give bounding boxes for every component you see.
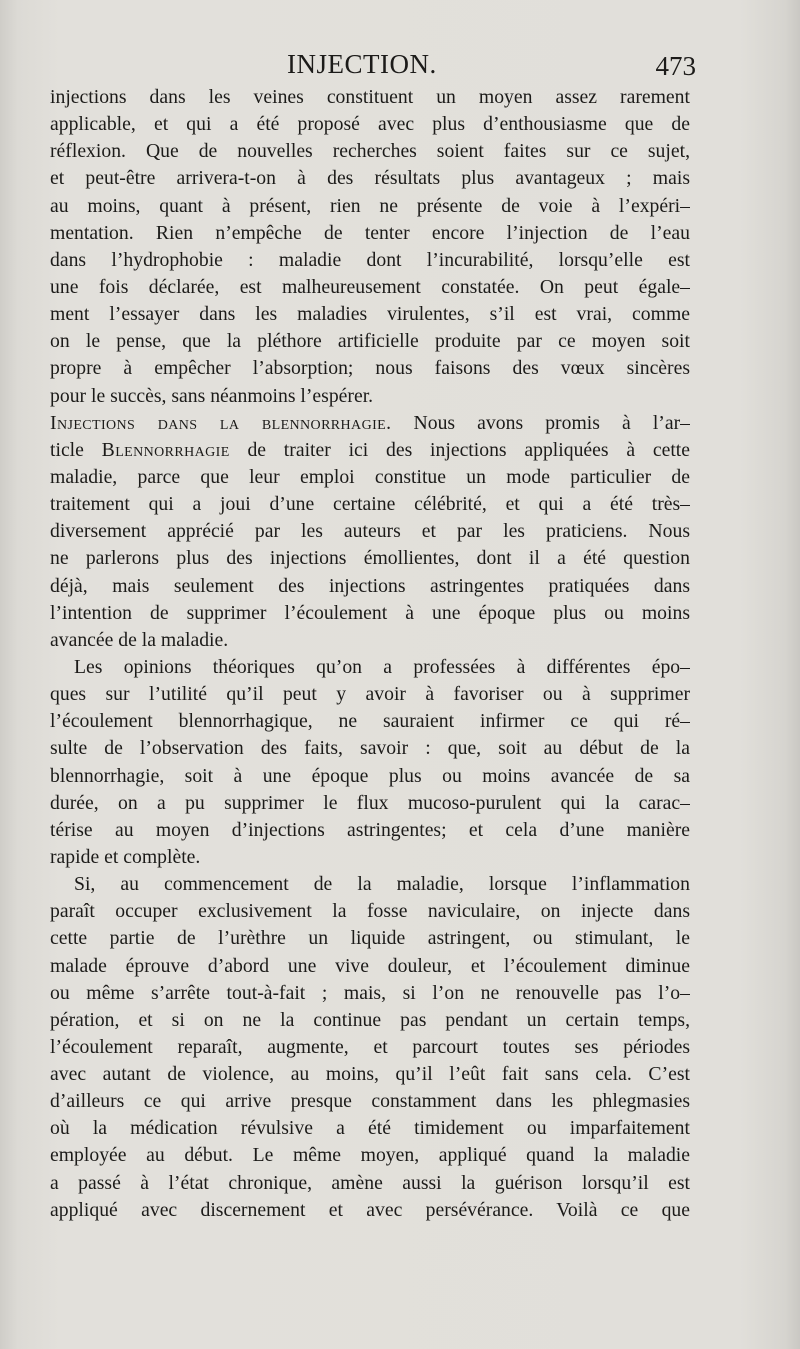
text-segment: au moins, quant à présent, rien ne présente de voie à l’expéri– xyxy=(50,194,690,217)
text-segment: ou même s’arrête tout-à-fait ; mais, si l’on ne renouvelle pas l’o– xyxy=(50,981,690,1004)
text-line xyxy=(50,790,690,817)
text-segment: employée au début. Le même moyen, appliqué quand la maladie xyxy=(50,1144,690,1167)
text-segment: blennorrhagie, soit à une époque plus ou moins avancée de sa xyxy=(50,764,690,787)
text-segment: et peut-être arrivera-t-on à des résultats plus avantageux ; mais xyxy=(50,167,690,190)
text-line xyxy=(50,1061,690,1088)
text-segment: ques sur l’utilité qu’il peut y avoir à favoriser ou à supprimer xyxy=(50,683,690,706)
text-segment: cette partie de l’urèthre un liquide astringent, ou stimulant, le xyxy=(50,927,690,950)
text-segment: ment l’essayer dans les maladies virulentes, s’il est vrai, comme xyxy=(50,303,690,326)
text-segment: malade éprouve d’abord une vive douleur, et l’écoulement diminue xyxy=(50,954,690,977)
text-line xyxy=(50,1088,690,1115)
text-segment: rapide et complète. xyxy=(50,845,201,868)
text-line xyxy=(50,84,690,111)
text-line xyxy=(50,328,690,355)
text-line xyxy=(50,844,690,871)
text-segment: durée, on a pu supprimer le flux mucoso-purulent qui la carac– xyxy=(50,791,690,814)
text-line xyxy=(50,573,690,600)
text-segment: pour le succès, sans néanmoins l’espérer. xyxy=(50,384,374,407)
text-segment: mentation. Rien n’empêche de tenter encore l’injection de l’eau xyxy=(50,221,690,244)
text-segment: propre à empêcher l’absorption; nous faisons des vœux sincères xyxy=(50,357,690,380)
text-line xyxy=(50,925,690,952)
text-line xyxy=(50,1197,690,1224)
text-line xyxy=(50,111,690,138)
text-segment: avancée de la maladie. xyxy=(50,628,229,651)
text-segment: sulte de l’observation des faits, savoir : que, soit au début de la xyxy=(50,737,690,760)
text-line xyxy=(50,518,690,545)
text-line xyxy=(50,165,690,192)
text-line xyxy=(50,301,690,328)
text-line xyxy=(50,1034,690,1061)
text-segment: diversement apprécié par les auteurs et par les praticiens. Nous xyxy=(50,520,690,543)
text-line xyxy=(50,654,690,681)
text-line xyxy=(50,247,690,274)
text-line xyxy=(50,763,690,790)
text-line xyxy=(50,193,690,220)
text-line xyxy=(50,681,690,708)
text-segment: applicable, et qui a été proposé avec plus d’enthousiasme que de xyxy=(50,113,690,136)
text-segment: paraît occuper exclusivement la fosse naviculaire, on injecte dans xyxy=(50,900,690,923)
text-segment: l’écoulement blennorrhagique, ne sauraient infirmer ce qui ré– xyxy=(50,710,690,733)
text-segment: déjà, mais seulement des injections astringentes pratiquées dans xyxy=(50,574,690,597)
body-text xyxy=(50,84,690,1224)
text-line xyxy=(50,220,690,247)
text-segment: ne parlerons plus des injections émollientes, dont il a été question xyxy=(50,547,690,570)
text-segment: maladie, parce que leur emploi constitue un mode particulier de xyxy=(50,465,690,488)
text-segment: térise au moyen d’injections astringentes; et cela d’une manière xyxy=(50,818,690,841)
text-line xyxy=(50,953,690,980)
text-line xyxy=(50,355,690,382)
text-segment: Si, au commencement de la maladie, lorsque l’inflammation xyxy=(74,873,690,896)
text-segment: dans l’hydrophobie : maladie dont l’incurabilité, lorsqu’elle est xyxy=(50,248,690,271)
small-caps-heading: Blennorrhagie xyxy=(101,438,230,461)
text-line xyxy=(50,1170,690,1197)
text-segment: réflexion. Que de nouvelles recherches soient faites sur ce sujet, xyxy=(50,140,690,163)
text-line xyxy=(50,898,690,925)
text-segment: pération, et si on ne la continue pas pendant un certain temps, xyxy=(50,1008,690,1031)
text-line xyxy=(50,545,690,572)
text-line xyxy=(50,410,690,437)
text-segment: une fois déclarée, est malheureusement constatée. On peut égale– xyxy=(50,275,690,298)
text-segment: traitement qui a joui d’une certaine célébrité, et qui a été très– xyxy=(50,493,690,516)
text-line xyxy=(50,383,690,410)
text-line xyxy=(50,437,690,464)
text-line xyxy=(50,1007,690,1034)
text-line xyxy=(50,138,690,165)
small-caps-heading: Injections dans la blennorrhagie. xyxy=(50,411,392,434)
text-line xyxy=(50,871,690,898)
text-line xyxy=(50,274,690,301)
text-segment: de traiter ici des injections appliquées à cette xyxy=(229,438,690,461)
text-line xyxy=(50,600,690,627)
text-segment: l’intention de supprimer l’écoulement à une époque plus ou moins xyxy=(50,601,690,624)
text-line xyxy=(50,1142,690,1169)
text-line xyxy=(50,491,690,518)
text-segment: Nous avons promis à l’ar– xyxy=(391,411,690,434)
text-segment: d’ailleurs ce qui arrive presque constamment dans les phlegmasies xyxy=(50,1090,690,1113)
text-segment: avec autant de violence, au moins, qu’il l’eût fait sans cela. C’est xyxy=(50,1063,690,1086)
text-segment: appliqué avec discernement et avec persévérance. Voilà ce que xyxy=(50,1198,690,1221)
text-line xyxy=(50,980,690,1007)
page-header xyxy=(0,44,800,84)
text-line xyxy=(50,735,690,762)
text-segment: où la médication révulsive a été timidement ou imparfaitement xyxy=(50,1117,690,1140)
text-line xyxy=(50,1115,690,1142)
text-line xyxy=(50,708,690,735)
text-line xyxy=(50,627,690,654)
text-segment: l’écoulement reparaît, augmente, et parcourt toutes ses périodes xyxy=(50,1035,690,1058)
text-segment: injections dans les veines constituent un moyen assez rarement xyxy=(50,86,690,108)
running-title: INJECTION. xyxy=(287,49,437,79)
text-segment: Les opinions théoriques qu’on a professées à différentes épo– xyxy=(74,655,690,678)
text-segment: ticle xyxy=(50,438,102,461)
page-number: 473 xyxy=(655,51,696,81)
text-line xyxy=(50,464,690,491)
text-segment: on le pense, que la pléthore artificielle produite par ce moyen soit xyxy=(50,330,690,353)
text-line xyxy=(50,817,690,844)
text-segment: a passé à l’état chronique, amène aussi la guérison lorsqu’il est xyxy=(50,1171,690,1194)
